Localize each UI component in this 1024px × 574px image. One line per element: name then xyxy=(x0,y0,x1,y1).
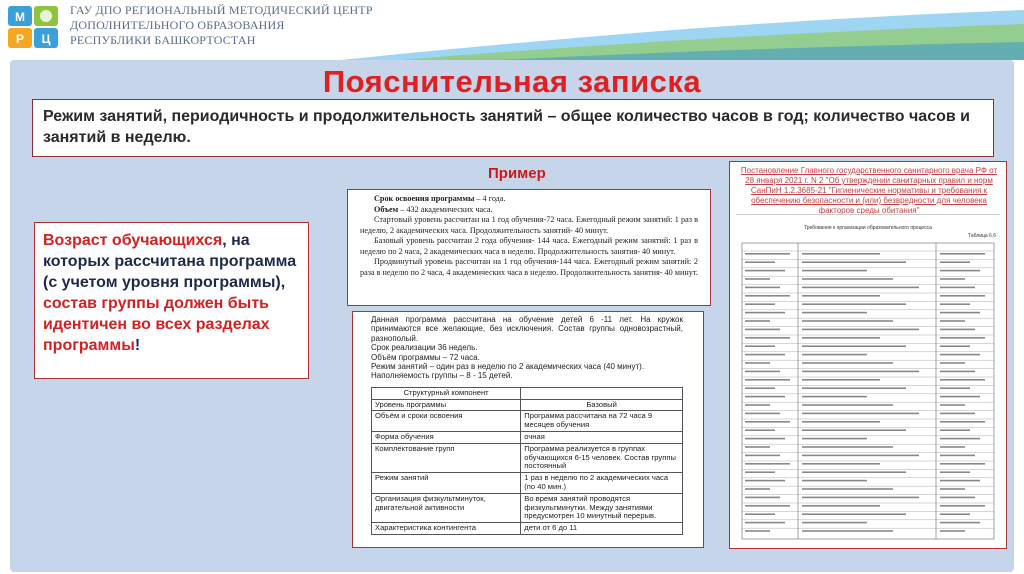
doc-title: Требования к организации образовательного процесса xyxy=(804,225,932,231)
header xyxy=(0,0,1024,60)
table-row: Организация физкультминуток, двигательной активности Во время занятий проводятся физкультминутки. Между занятиями предусмотрен 10 минутный перерыв. xyxy=(372,493,683,522)
example-label: Пример xyxy=(488,165,546,182)
program-table xyxy=(371,387,683,535)
program-description: Данная программа рассчитана на обучение детей 6 -11 лет. На кружок принимаются все желающие, без исключения. Состав группы одновозрастный, разнополый. Срок реализации 36 недель. Объём программы – 72 часа. Режим занятий – один раз в неделю по 2 академических часа (40 минут). Наполняемость группы – 8 - 15 детей. xyxy=(371,315,683,381)
table-row: Форма обучения очная xyxy=(372,432,683,444)
table-row: Характеристика контингента дети от 6 до 11 xyxy=(372,523,683,535)
sanpin-box xyxy=(729,161,1007,549)
header-wave-decoration xyxy=(340,0,1024,60)
example-box-levels xyxy=(347,189,711,306)
svg-text:Ц: Ц xyxy=(41,32,51,46)
volume-line: Объем – 432 академических часа. xyxy=(374,204,493,214)
table-row: Объём и сроки освоения Программа рассчитана на 72 часа 9 месяцев обучения xyxy=(372,411,683,432)
example-box-program xyxy=(352,311,704,548)
org-line-1: ГАУ ДПО РЕГИОНАЛЬНЫЙ МЕТОДИЧЕСКИЙ ЦЕНТР xyxy=(70,3,373,17)
org-line-2: ДОПОЛНИТЕЛЬНОГО ОБРАЗОВАНИЯ xyxy=(70,18,285,32)
duration-line: Срок освоения программы – 4 года. xyxy=(374,194,506,203)
org-line-3: РЕСПУБЛИКИ БАШКОРТОСТАН xyxy=(70,33,256,47)
page-title: Пояснительная записка xyxy=(322,64,702,99)
doc-table-label: Таблица 6.6 xyxy=(968,233,996,239)
table-row: Уровень программы Базовый xyxy=(372,399,683,411)
organization-name xyxy=(70,3,373,48)
sanpin-document-scan xyxy=(736,214,1000,544)
base-level-text: Базовый уровень рассчитан 2 года обучения- 144 часа. Ежегодный режим занятий: 1 раз в неделю по 2 часа, 2 академических часа в неделю. Продолжительность занятия- 40 минут. xyxy=(360,236,698,256)
table-header-row: Структурный компонент xyxy=(372,387,683,399)
topic-box: Режим занятий, периодичность и продолжительность занятий – общее количество часов в год; количество часов и занятий в неделю. xyxy=(32,99,994,157)
age-requirements-box: Возраст обучающихся, на которых рассчитана программа (с учетом уровня программы), состав группы должен быть идентичен во всех разделах программы! xyxy=(34,222,309,379)
document-table-graphic xyxy=(736,215,1000,545)
advanced-level-text: Продвинутый уровень рассчитан на 1 год обучения-144 часа. Ежегодный режим занятий: 2 раза в неделю по 2 часа, 4 академических часа в неделю. Продолжительность занятия- 40 минут. xyxy=(360,257,698,277)
svg-text:Р: Р xyxy=(15,32,25,46)
table-row: Комплектование групп Программа реализуется в группах обучающихся 6-15 человек. Состав группы постоянный xyxy=(372,443,683,472)
start-level-text: Стартовый уровень рассчитан на 1 год обучения-72 часа. Ежегодный режим занятий: 1 раз в неделю, 2 академических часа. Продолжительность занятий- 40 минут. xyxy=(360,215,698,235)
rmc-logo-icon xyxy=(6,4,62,52)
table-row: Режим занятий 1 раз в неделю по 2 академических часа (по 40 мин.) xyxy=(372,473,683,494)
sanpin-link[interactable]: Постановление Главного государственного санитарного врача РФ от 28 января 2021 г. N 2 "Об утверждении санитарных правил и норм СанПиН 1.2.3685-21 "Гигиенические нормативы и требования к обеспечению безопасности и (или) безвредности для человека факторов среды обитания" xyxy=(740,166,998,215)
svg-text:М: М xyxy=(15,10,25,24)
